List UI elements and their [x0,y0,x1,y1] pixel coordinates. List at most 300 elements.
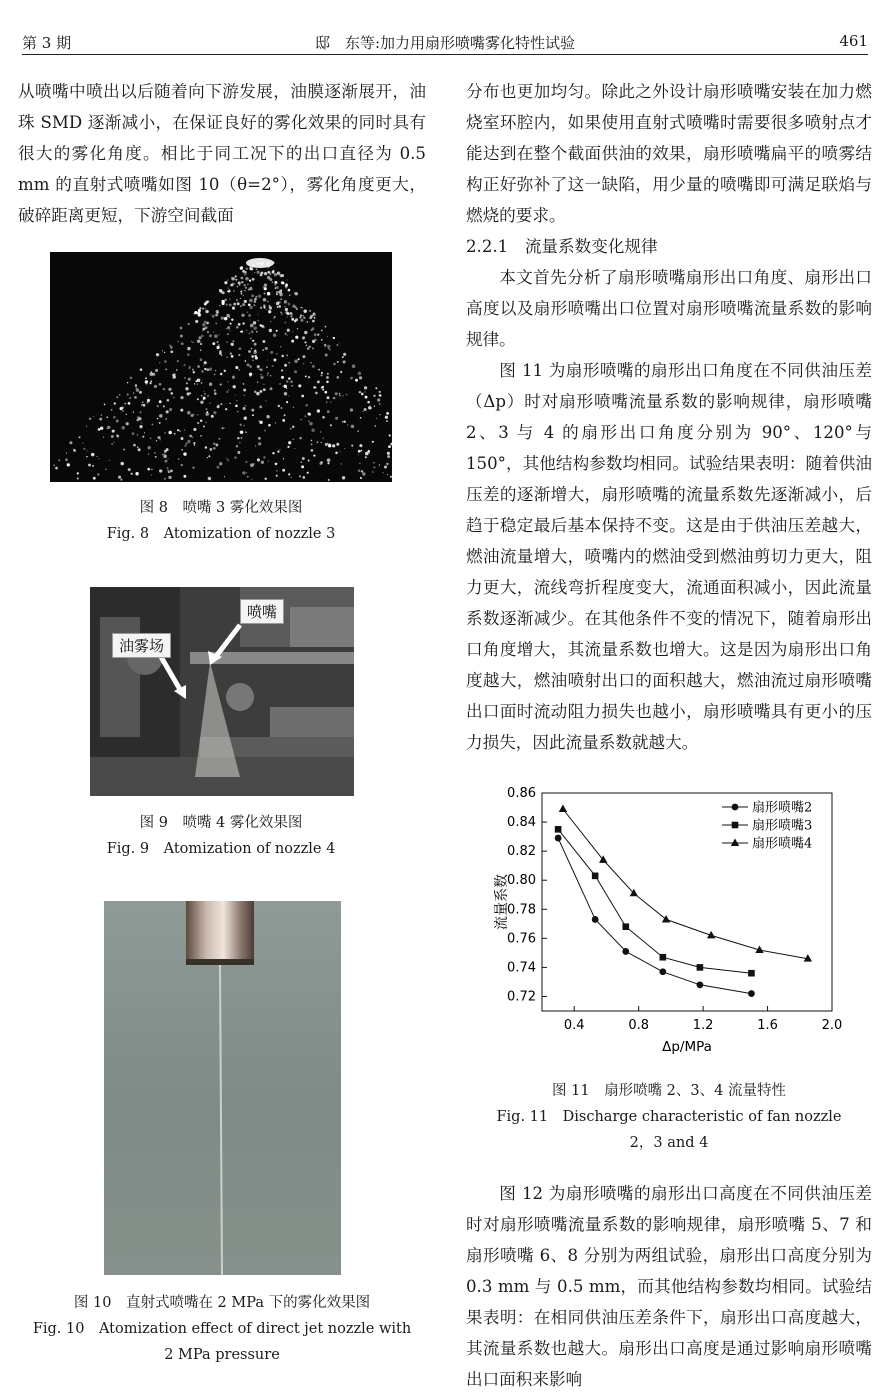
spray-droplet [379,464,380,465]
spray-droplet [101,414,102,415]
spray-droplet [300,419,302,421]
spray-droplet [290,315,292,317]
spray-droplet [197,414,198,415]
spray-droplet [252,359,254,361]
spray-droplet [227,287,228,288]
spray-droplet [269,278,272,281]
spray-droplet [337,361,339,363]
spray-droplet [264,430,266,432]
spray-droplet [339,393,341,395]
spray-droplet [216,466,219,469]
spray-droplet [386,412,389,415]
spray-droplet [224,281,227,284]
spray-droplet [230,323,232,325]
spray-droplet [280,346,281,347]
spray-droplet [244,284,246,286]
spray-droplet [311,443,313,445]
spray-droplet [244,290,245,291]
spray-droplet [270,351,273,354]
spray-droplet [247,284,249,286]
spray-droplet [303,317,305,319]
x-tick-label: 0.8 [628,1018,650,1033]
spray-droplet [263,388,266,391]
spray-droplet [330,401,331,402]
spray-droplet [326,401,327,402]
spray-droplet [243,407,246,410]
spray-droplet [357,430,359,432]
spray-droplet [320,431,322,433]
figure-8-caption [30,495,412,547]
spray-droplet [267,271,270,274]
spray-droplet [288,441,291,444]
spray-droplet [180,327,183,330]
spray-droplet [292,426,294,428]
spray-droplet [146,384,147,385]
figure-9-caption-cn: 图 9 喷嘴 4 雾化效果图 [139,815,303,831]
spray-droplet [367,401,370,404]
spray-droplet [281,281,284,284]
spray-droplet [232,376,235,379]
legend-entry: 扇形喷嘴4 [752,836,813,852]
spray-droplet [326,376,329,379]
spray-droplet [259,406,262,409]
spray-droplet [300,307,301,308]
spray-droplet [260,274,262,276]
spray-droplet [263,384,264,385]
spray-droplet [118,476,121,479]
spray-droplet [281,376,284,379]
spray-droplet [342,356,344,358]
spray-droplet [133,392,134,393]
spray-droplet [277,306,279,308]
spray-droplet [121,426,125,430]
spray-droplet [197,384,198,385]
spray-droplet [193,428,196,431]
spray-droplet [133,444,136,447]
spray-droplet [111,435,114,438]
spray-droplet [97,473,99,475]
spray-droplet [147,399,150,402]
spray-droplet [351,444,353,446]
spray-droplet [284,392,288,396]
spray-droplet [179,430,181,432]
spray-droplet [229,317,230,318]
spray-droplet [267,359,268,360]
spray-droplet [257,382,258,383]
spray-droplet [274,273,278,277]
spray-droplet [197,398,199,400]
spray-droplet [160,439,161,440]
spray-droplet [77,472,79,474]
spray-droplet [258,437,261,440]
spray-droplet [218,438,220,440]
spray-droplet [325,354,328,357]
spray-droplet [225,299,227,301]
spray-droplet [312,320,315,323]
spray-droplet [327,396,330,399]
spray-droplet [228,290,230,292]
spray-droplet [166,448,169,451]
issue-number: 第 3 期 [22,34,72,52]
spray-droplet [227,326,230,329]
spray-droplet [247,312,249,314]
spray-droplet [230,352,232,354]
spray-droplet [208,455,210,457]
spray-droplet [287,335,288,336]
spray-droplet [305,404,308,407]
spray-droplet [270,387,273,390]
spray-droplet [327,373,329,375]
spray-droplet [233,341,235,343]
spray-droplet [127,382,128,383]
spray-droplet [210,314,211,315]
spray-droplet [304,415,306,417]
spray-droplet [166,410,169,413]
spray-droplet [259,368,261,370]
spray-droplet [152,424,154,426]
spray-droplet [301,465,304,468]
spray-droplet [106,416,107,417]
spray-droplet [321,372,323,374]
spray-droplet [93,416,94,417]
spray-droplet [260,307,262,309]
spray-droplet [364,391,365,392]
spray-droplet [253,321,256,324]
spray-droplet [111,443,112,444]
spray-droplet [355,379,358,382]
spray-droplet [324,391,327,394]
spray-droplet [322,416,325,419]
spray-droplet [239,347,242,350]
data-point [732,822,739,829]
spray-droplet [229,330,230,331]
spray-droplet [263,298,267,302]
label-spray-field: 油雾场 [112,633,171,658]
spray-droplet [314,333,317,336]
spray-droplet [236,299,238,301]
spray-droplet [374,405,375,406]
spray-droplet [127,393,129,395]
spray-droplet [255,357,258,360]
left-column [18,76,426,231]
spray-droplet [173,373,175,375]
spray-droplet [240,298,241,299]
spray-droplet [283,385,286,388]
spray-droplet [135,472,138,475]
spray-droplet [78,436,80,438]
spray-droplet [221,316,224,319]
spray-droplet [201,335,204,338]
spray-droplet [134,396,137,399]
data-point [592,873,599,880]
spray-droplet [330,424,332,426]
spray-droplet [128,402,131,405]
spray-droplet [159,422,161,424]
spray-droplet [372,471,373,472]
spray-droplet [256,392,260,396]
spray-droplet [267,372,268,373]
spray-droplet [233,290,234,291]
spray-droplet [159,469,162,472]
spray-droplet [205,310,209,314]
spray-droplet [246,330,247,331]
spray-droplet [227,381,228,382]
spray-droplet [281,369,283,371]
spray-droplet [257,271,260,274]
spray-droplet [150,380,152,382]
spray-droplet [316,441,318,443]
spray-droplet [204,391,205,392]
spray-droplet [194,444,195,445]
spray-droplet [294,360,298,364]
spray-droplet [231,277,232,278]
data-point [731,839,739,847]
spray-droplet [155,456,157,458]
spray-droplet [137,446,139,448]
spray-droplet [243,425,244,426]
spray-droplet [229,289,230,290]
data-point [555,835,562,842]
spray-droplet [230,403,231,404]
nozzle-outlet-glow [246,258,274,268]
spray-droplet [302,307,303,308]
data-point [748,990,755,997]
spray-droplet [164,432,165,433]
section-heading: 2.2.1 流量系数变化规律 [466,237,658,256]
spray-droplet [292,331,293,332]
spray-droplet [264,292,266,294]
spray-droplet [320,442,322,444]
spray-droplet [241,314,244,317]
spray-droplet [205,446,208,449]
spray-droplet [126,422,129,425]
spray-droplet [222,291,225,294]
spray-droplet [200,435,201,436]
spray-droplet [266,366,268,368]
spray-droplet [265,400,266,401]
spray-droplet [254,298,257,301]
spray-droplet [156,440,157,441]
spray-droplet [243,389,246,392]
spray-droplet [139,425,142,428]
spray-droplet [235,275,237,277]
spray-droplet [291,318,294,321]
spray-droplet [312,327,315,330]
label-nozzle: 喷嘴 [240,599,284,624]
spray-droplet [325,326,327,328]
spray-droplet [335,392,338,395]
spray-droplet [298,384,301,387]
spray-droplet [242,303,245,306]
legend-entry: 扇形喷嘴2 [752,800,813,816]
spray-droplet [187,353,190,356]
spray-droplet [294,448,295,449]
spray-droplet [279,274,282,277]
spray-droplet [284,321,286,323]
spray-droplet [205,422,206,423]
x-tick-label: 1.2 [692,1018,714,1033]
spray-droplet [333,363,336,366]
spray-droplet [267,300,269,302]
spray-droplet [276,291,279,294]
paragraph-4: 图 12 为扇形喷嘴的扇形出口高度在不同供油压差时对扇形喷嘴流量系数的影响规律，扇形喷嘴 5、7 和扇形喷嘴 6、8 分别为两组试验，扇形出口高度分别为 0.3 mm 与 0.5 mm，而其他结构参数均相同。试验结果表明：在相同供油压差条件下，扇形出口高度越大，其流量系数也越大。扇形出口高度是通过影响扇形喷嘴出口面积来影响 [466,1184,872,1389]
spray-droplet [270,321,271,322]
spray-droplet [224,370,226,372]
spray-droplet [270,274,271,275]
spray-droplet [58,459,60,461]
spray-droplet [186,443,188,445]
spray-droplet [249,299,252,302]
spray-droplet [169,345,170,346]
spray-droplet [184,364,186,366]
spray-droplet [209,368,212,371]
spray-droplet [327,462,329,464]
spray-droplet [209,402,210,403]
spray-droplet [201,395,202,396]
data-point [662,915,670,923]
spray-droplet [256,365,259,368]
spray-droplet [246,472,247,473]
spray-droplet [328,443,330,445]
spray-droplet [387,455,390,458]
spray-droplet [124,403,126,405]
spray-droplet [337,376,340,379]
data-point [748,970,755,977]
spray-droplet [266,309,267,310]
spray-droplet [241,277,244,280]
spray-droplet [210,448,213,451]
spray-droplet [264,283,267,286]
spray-droplet [114,402,116,404]
spray-droplet [138,448,141,451]
spray-droplet [183,475,186,478]
spray-droplet [342,395,343,396]
spray-droplet [264,307,265,308]
spray-droplet [251,355,254,358]
spray-droplet [360,417,362,419]
spray-droplet [288,396,289,397]
spray-droplet [189,435,192,438]
spray-droplet [107,426,110,429]
spray-droplet [358,451,359,452]
spray-droplet [268,461,269,462]
spray-droplet [109,460,110,461]
spray-droplet [352,364,355,367]
spray-droplet [227,357,228,358]
y-tick-label: 0.86 [507,786,536,801]
spray-droplet [343,360,346,363]
spray-droplet [287,279,288,280]
spray-droplet [272,365,274,367]
spray-droplet [273,317,275,319]
spray-droplet [226,304,228,306]
spray-droplet [246,268,248,270]
spray-droplet [135,387,137,389]
spray-droplet [246,363,249,366]
spray-droplet [281,313,282,314]
spray-droplet [282,469,285,472]
spray-droplet [279,383,280,384]
spray-droplet [249,279,251,281]
spray-droplet [299,437,301,439]
spray-droplet [180,334,183,337]
y-tick-label: 0.74 [507,960,536,976]
spray-droplet [347,424,348,425]
spray-droplet [219,305,220,306]
spray-droplet [235,279,237,281]
spray-droplet [219,352,222,355]
data-point [660,954,667,961]
spray-droplet [187,411,191,415]
spray-droplet [199,336,202,339]
spray-droplet [390,476,392,478]
spray-droplet [193,442,195,444]
spray-droplet [142,436,144,438]
spray-droplet [290,428,292,430]
spray-droplet [233,303,236,306]
spray-droplet [231,355,234,358]
spray-droplet [256,269,258,271]
data-point [696,981,703,988]
spray-droplet [288,313,289,314]
spray-droplet [285,285,288,288]
spray-droplet [104,404,106,406]
spray-droplet [283,458,284,459]
spray-droplet [268,310,271,313]
spray-droplet [302,457,305,460]
spray-droplet [315,387,317,389]
spray-droplet [180,409,183,412]
spray-droplet [130,377,133,380]
spray-droplet [329,349,330,350]
spray-droplet [278,290,282,294]
spray-droplet [335,452,337,454]
spray-droplet [239,284,241,286]
spray-droplet [307,347,309,349]
spray-droplet [200,420,202,422]
spray-droplet [280,407,282,409]
running-header [22,30,868,55]
spray-droplet [284,414,286,416]
spray-droplet [276,475,278,477]
spray-droplet [178,341,179,342]
x-axis-label: Δp/MPa [662,1039,712,1055]
spray-droplet [247,476,249,478]
spray-droplet [208,477,211,480]
spray-droplet [67,463,70,466]
spray-droplet [163,388,165,390]
spray-droplet [207,301,209,303]
spray-droplet [300,314,302,316]
spray-droplet [294,320,296,322]
spray-droplet [385,416,388,419]
spray-droplet [96,456,97,457]
spray-droplet [111,409,113,411]
spray-droplet [285,311,288,314]
spray-droplet [379,403,381,405]
spray-droplet [333,397,335,399]
spray-droplet [145,377,147,379]
spray-droplet [164,478,166,480]
spray-droplet [169,408,172,411]
spray-droplet [227,280,228,281]
spray-droplet [361,393,364,396]
spray-droplet [226,314,230,318]
spray-droplet [236,400,237,401]
spray-droplet [350,377,353,380]
spray-droplet [252,278,255,281]
spray-droplet [251,348,253,350]
